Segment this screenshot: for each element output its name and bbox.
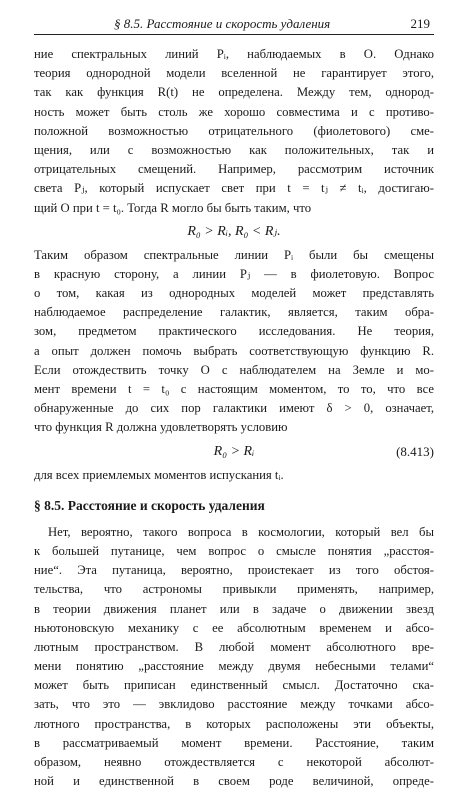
text-line: к большей путанице, чем вопрос о смысле понятия „расстоя-: [34, 543, 434, 558]
text-line: о том, какая из однородных моделей может представлять: [34, 286, 434, 301]
text-line: лютного пространства, в которых расположены эти объекты,: [34, 716, 434, 731]
formula-expression: R₀ > Rᵢ: [213, 443, 255, 459]
text-line: отрицательных смещений. Например, рассмотрим источник: [34, 162, 434, 177]
text-line: Нет, вероятно, такого вопроса в космологии, который вел бы: [48, 524, 434, 539]
book-page: [34, 14, 434, 791]
equation-number: (8.413): [396, 443, 434, 459]
formula-8-413: [34, 440, 434, 464]
running-head: [34, 14, 434, 35]
text-line: наблюдаемое распределение галактик, является, таким обра-: [34, 305, 434, 320]
paragraph-2: [34, 246, 434, 438]
paragraph-3: [34, 466, 434, 485]
text-line: в красную сторону, а линии Pⱼ — в фиолетовую. Вопрос: [34, 266, 434, 281]
text-line: щий O при t = t₀. Тогда R могло бы быть таким, что: [34, 200, 312, 215]
text-line: что функция R должна удовлетворять условию: [34, 420, 288, 435]
formula-inequalities: R₀ > Rᵢ, R₀ < Rⱼ.: [187, 223, 281, 239]
page-number: 219: [410, 16, 430, 31]
text-line: щения, или с возможностью как положительных, так и: [34, 142, 434, 157]
text-line: света Pⱼ, который испускает свет при t = tⱼ ≠ tᵢ, достигаю-: [34, 181, 434, 196]
text-line: для всех приемлемых моментов испускания tᵢ.: [34, 467, 284, 482]
text-line: ние спектральных линий Pᵢ, наблюдаемых в O. Однако: [34, 47, 434, 61]
paragraph-1: [34, 45, 434, 218]
text-line: ной и единственной в своем роде величиной, опреде-: [34, 774, 434, 789]
section-heading: § 8.5. Расстояние и скорость удаления: [34, 497, 265, 513]
body-text: [34, 45, 434, 791]
text-line: зом, предметом практического исследования. Не теория,: [34, 324, 434, 339]
text-line: положной возможностью отрицательного (фиолетового) сме-: [34, 123, 434, 138]
section-paragraph: [34, 523, 434, 791]
text-line: ние“. Эта путаница, вероятно, проистекает из того обстоя-: [34, 563, 434, 578]
text-line: теория однородной модели вселенной не гарантирует этого,: [34, 66, 434, 81]
text-line: мент времени t = t₀ с настоящим моментом, то то, что все: [34, 382, 434, 396]
text-line: Таким образом спектральные линии Pᵢ были бы смещены: [34, 247, 434, 262]
text-line: ньютоновскую механику с ее абсолютным временем и абсо-: [34, 620, 434, 635]
text-line: лютным пространством. В любой момент абсолютного вре-: [34, 639, 434, 654]
text-line: образом, неявно отождествляется с некоторой абсолют-: [34, 755, 434, 769]
text-line: в рассматриваемый момент времени. Расстояние, таким: [34, 735, 434, 750]
text-line: а опыт должен помочь выбрать соответствующую функцию R.: [34, 343, 434, 358]
text-line: тельства, что астрономы привыкли применять, например,: [34, 582, 434, 597]
text-line: зать, что это — эвклидово расстояние между точками абсо-: [34, 697, 434, 712]
text-line: ность может быть столь же хорошо совместима и с противо-: [34, 104, 434, 119]
text-line: мени понятию „расстояние между двумя небесными телами“: [34, 659, 434, 674]
text-line: может быть приписан единственный смысл. Достаточно ска-: [34, 678, 434, 693]
text-line: так как функция R(t) не определена. Между тем, однород-: [34, 85, 434, 100]
text-line: обнаруженные до сих пор галактики имеют δ > 0, означает,: [34, 401, 434, 416]
text-line: в теории движения планет или в задаче о движении звезд: [34, 601, 434, 616]
text-line: Если отождествить точку O с наблюдателем на Земле и мо-: [34, 362, 434, 377]
running-head-title: § 8.5. Расстояние и скорость удаления: [114, 16, 331, 31]
